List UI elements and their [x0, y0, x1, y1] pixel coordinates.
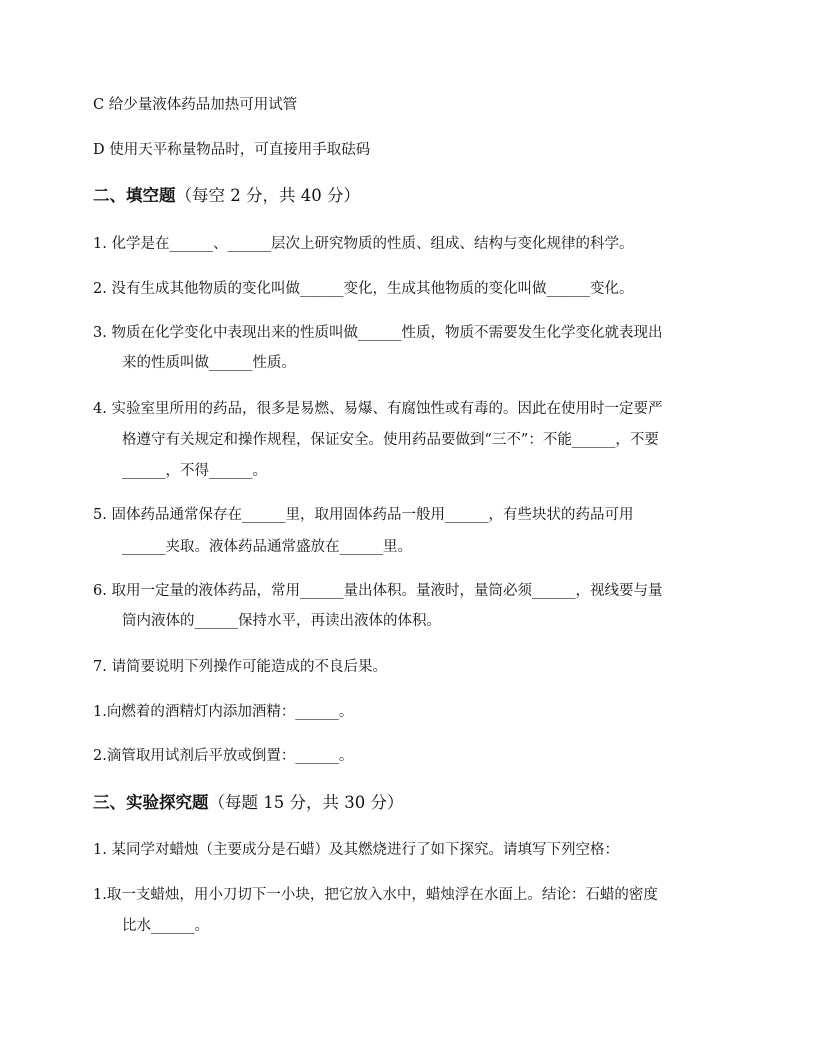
section-title: 三、实验探究题 — [93, 793, 209, 812]
question-2: 2. 没有生成其他物质的变化叫做______变化，生成其他物质的变化叫做______变化。 — [93, 281, 634, 297]
section-title: 二、填空题 — [93, 186, 176, 205]
question-4-line-3: ______，不得______。 — [122, 463, 267, 479]
question-4-line-2: 格遵守有关规定和操作规程，保证安全。使用药品要做到“三不”：不能______，不要 — [122, 432, 659, 448]
question-6-line-1: 6. 取用一定量的液体药品，常用______量出体积。量液时，量筒必须______，视线要与量 — [93, 583, 663, 599]
experiment-1-stem: 1. 某同学对蜡烛（主要成分是石蜡）及其燃烧进行了如下探究。请填写下列空格： — [93, 842, 619, 858]
option-d: D 使用天平称量物品时，可直接用手取砝码 — [93, 142, 371, 158]
question-1: 1. 化学是在______、______层次上研究物质的性质、组成、结构与变化规律的科学。 — [93, 236, 634, 252]
section-score-note: （每题 15 分，共 30 分） — [208, 793, 404, 812]
question-5-line-1: 5. 固体药品通常保存在______里，取用固体药品一般用______，有些块状的药品可用 — [93, 507, 634, 523]
question-7-sub-1: 1.向燃着的酒精灯内添加酒精：______。 — [93, 704, 354, 720]
question-7-sub-2: 2.滴管取用试剂后平放或倒置：______。 — [93, 748, 354, 764]
section-score-note: （每空 2 分，共 40 分） — [175, 186, 360, 205]
section-heading-experiment — [93, 786, 403, 820]
question-3-line-2: 来的性质叫做______性质。 — [122, 355, 296, 371]
experiment-1-sub-1-line-2: 比水______。 — [122, 918, 209, 934]
question-6-line-2: 筒内液体的______保持水平，再读出液体的体积。 — [122, 613, 441, 629]
option-c: C 给少量液体药品加热可用试管 — [93, 97, 298, 113]
question-7-stem: 7. 请简要说明下列操作可能造成的不良后果。 — [93, 659, 387, 675]
question-3-line-1: 3. 物质在化学变化中表现出来的性质叫做______性质，物质不需要发生化学变化就表现出 — [93, 325, 663, 341]
question-4-line-1: 4. 实验室里所用的药品，很多是易燃、易爆、有腐蚀性或有毒的。因此在使用时一定要严 — [93, 401, 663, 417]
question-5-line-2: ______夹取。液体药品通常盛放在______里。 — [122, 539, 412, 555]
section-heading-fill-in — [93, 179, 360, 213]
experiment-1-sub-1-line-1: 1.取一支蜡烛，用小刀切下一小块，把它放入水中，蜡烛浮在水面上。结论：石蜡的密度 — [93, 887, 658, 903]
